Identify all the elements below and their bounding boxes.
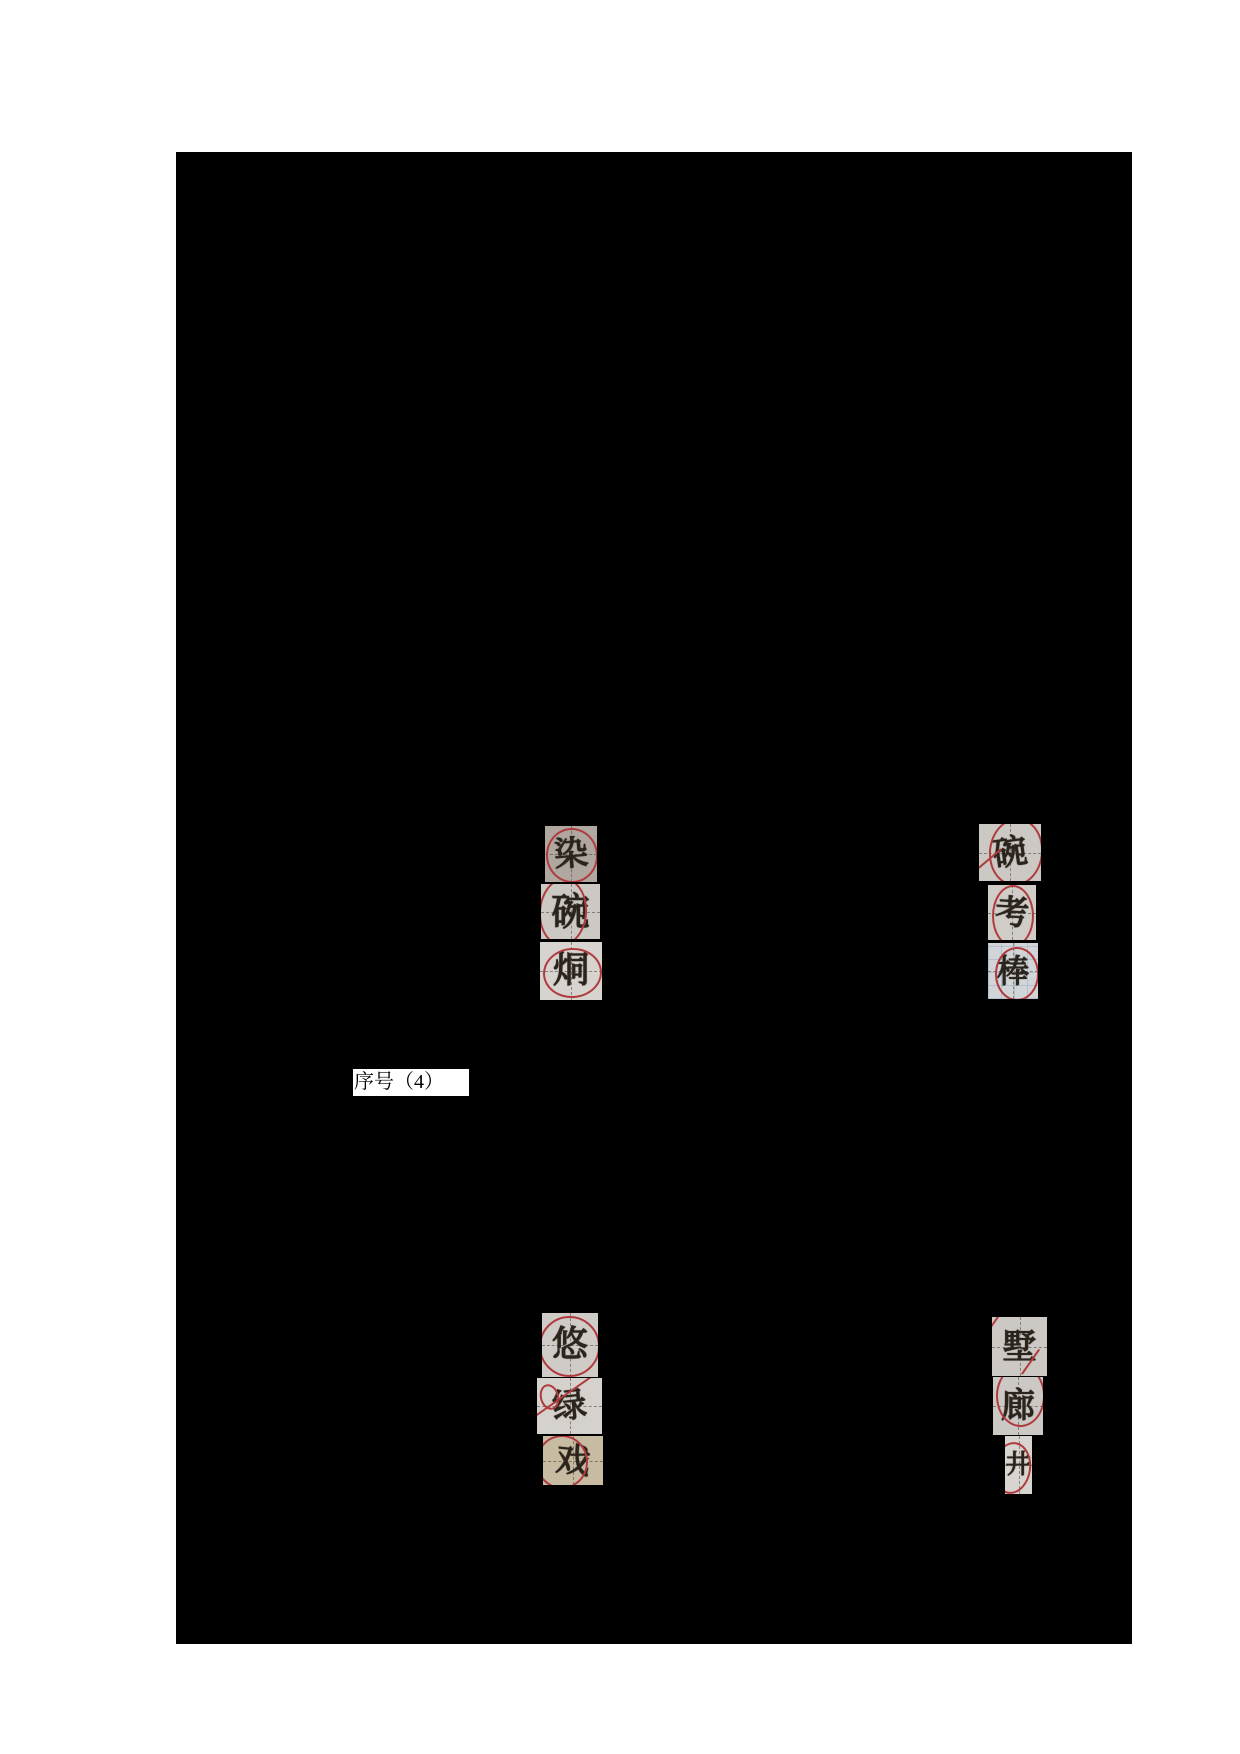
handwritten-character: 悠 bbox=[551, 1324, 588, 1365]
handwritten-character: 考 bbox=[993, 891, 1031, 934]
handwriting-tile bbox=[541, 884, 600, 939]
handwritten-character: 墅 bbox=[1002, 1326, 1037, 1367]
handwritten-character: 烔 bbox=[552, 950, 589, 991]
handwriting-tile bbox=[540, 942, 602, 1000]
handwritten-character: 戏 bbox=[554, 1438, 592, 1483]
handwritten-character: 棒 bbox=[996, 952, 1029, 990]
handwriting-tile bbox=[537, 1378, 602, 1434]
handwriting-tile bbox=[979, 824, 1041, 881]
handwritten-character: 井 bbox=[1005, 1450, 1032, 1480]
red-circle-mark bbox=[545, 826, 597, 882]
handwriting-tile bbox=[543, 1436, 603, 1485]
handwriting-tile bbox=[988, 885, 1036, 940]
handwriting-tile bbox=[988, 943, 1038, 999]
handwritten-character: 碗 bbox=[990, 830, 1030, 875]
red-circle-mark bbox=[992, 885, 1034, 940]
red-circle-mark bbox=[543, 1436, 588, 1485]
red-circle-mark bbox=[1005, 1440, 1032, 1494]
handwritten-character: 染 bbox=[552, 832, 590, 876]
handwritten-character: 绿 bbox=[550, 1384, 589, 1428]
sequence-number-label: 序号（4） bbox=[353, 1069, 469, 1096]
handwriting-tile bbox=[542, 1313, 598, 1377]
handwriting-tile bbox=[992, 1317, 1047, 1376]
red-circle-mark bbox=[541, 884, 589, 939]
handwriting-tile bbox=[1005, 1436, 1032, 1494]
handwritten-character: 碗 bbox=[551, 889, 590, 934]
handwriting-tile bbox=[545, 826, 597, 882]
red-circle-mark bbox=[995, 947, 1038, 999]
red-circle-mark bbox=[542, 1316, 598, 1377]
handwriting-tile bbox=[993, 1377, 1043, 1435]
handwritten-character: 廊 bbox=[1001, 1386, 1035, 1426]
